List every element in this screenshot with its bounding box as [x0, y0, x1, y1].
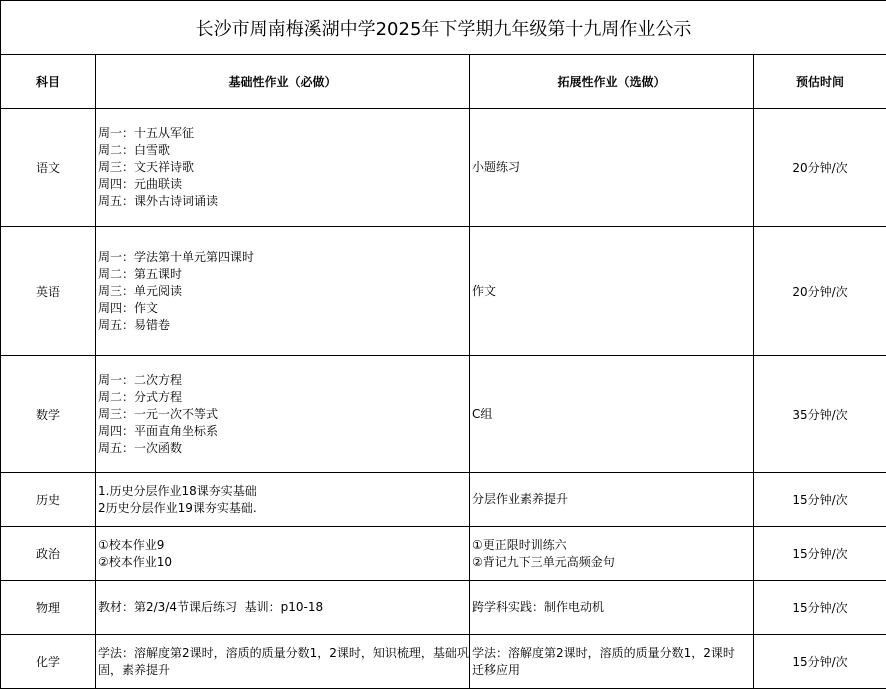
basic-cell: [96, 109, 470, 227]
subject-cell: 英语: [1, 227, 96, 356]
time-cell: 15分钟/次: [754, 527, 886, 581]
header-time: 预估时间: [754, 55, 886, 109]
basic-cell: [96, 473, 470, 527]
basic-line: 周四：元曲联读: [98, 177, 183, 191]
extended-cell: [470, 109, 754, 227]
table-row: [1, 109, 886, 227]
basic-line: 周三：单元阅读: [98, 283, 183, 298]
basic-line: 周二：第五课时: [98, 266, 183, 281]
header-extended: 拓展性作业（选做）: [470, 55, 754, 109]
table-row: [1, 356, 886, 473]
extended-cell: [470, 473, 754, 527]
extended-cell: [470, 527, 754, 581]
extended-line: 作文: [472, 283, 497, 298]
basic-cell: [96, 356, 470, 473]
extended-line: 学法：溶解度第2课时，溶质的质量分数1，2课时 迁移应用: [472, 645, 758, 677]
extended-cell: [470, 356, 754, 473]
table-row: [1, 527, 886, 581]
subject-cell: 物理: [1, 581, 96, 635]
extended-line: 分层作业素养提升: [472, 492, 569, 506]
time-cell: 20分钟/次: [754, 109, 886, 227]
basic-line: 周二：分式方程: [98, 389, 183, 404]
basic-line: 周五：课外古诗词诵读: [98, 194, 219, 208]
time-cell: 15分钟/次: [754, 635, 886, 689]
basic-line: 周一：二次方程: [98, 372, 183, 387]
extended-line: C组: [472, 406, 493, 421]
header-basic: 基础性作业（必做）: [96, 55, 470, 109]
basic-line: 周一：学法第十单元第四课时: [98, 249, 255, 264]
header-row: [1, 55, 886, 109]
table-row: [1, 473, 886, 527]
basic-cell: [96, 635, 470, 689]
title-row: [1, 1, 886, 55]
basic-line: 周三：文天祥诗歌: [98, 160, 195, 174]
extended-line: ①更正限时训练六: [472, 537, 567, 552]
subject-cell: 历史: [1, 473, 96, 527]
basic-cell: [96, 227, 470, 356]
basic-line: 教材：第2/3/4节课后练习 基训：p10-18: [98, 600, 324, 614]
subject-cell: 数学: [1, 356, 96, 473]
basic-cell: [96, 527, 470, 581]
page-title: 长沙市周南梅溪湖中学2025年下学期九年级第十九周作业公示: [1, 1, 886, 55]
table-row: [1, 581, 886, 635]
subject-cell: 政治: [1, 527, 96, 581]
extended-cell: [470, 581, 754, 635]
extended-line: ②背记九下三单元高频金句: [472, 554, 615, 569]
basic-line: 周四：平面直角坐标系: [98, 423, 219, 438]
basic-line: 2历史分层作业19课夯实基础.: [98, 500, 257, 515]
extended-cell: [470, 635, 758, 689]
extended-line: 小题练习: [472, 160, 521, 174]
time-cell: 15分钟/次: [754, 473, 886, 527]
basic-line: 周五：易错卷: [98, 317, 171, 332]
basic-line: ①校本作业9: [98, 537, 165, 552]
basic-line: 周二：白雪歌: [98, 143, 171, 157]
table-row: [1, 635, 886, 689]
basic-line: 学法：溶解度第2课时，溶质的质量分数1，2课时，知识梳理，基础巩固，素养提升: [98, 645, 469, 677]
extended-line: 跨学科实践：制作电动机: [472, 600, 605, 614]
time-cell: 15分钟/次: [754, 581, 886, 635]
basic-line: ②校本作业10: [98, 554, 173, 569]
subject-cell: 化学: [1, 635, 96, 689]
basic-cell: [96, 581, 470, 635]
subject-cell: 语文: [1, 109, 96, 227]
basic-line: 周五：一次函数: [98, 440, 183, 455]
table-row: [1, 227, 886, 356]
time-cell: 35分钟/次: [754, 356, 886, 473]
extended-cell: [470, 227, 754, 356]
time-cell: 20分钟/次: [754, 227, 886, 356]
basic-line: 1.历史分层作业18课夯实基础: [98, 483, 257, 498]
basic-line: 周三：一元一次不等式: [98, 406, 219, 421]
basic-line: 周四：作文: [98, 300, 159, 315]
basic-line: 周一：十五从军征: [98, 126, 195, 140]
header-subject: 科目: [1, 55, 96, 109]
